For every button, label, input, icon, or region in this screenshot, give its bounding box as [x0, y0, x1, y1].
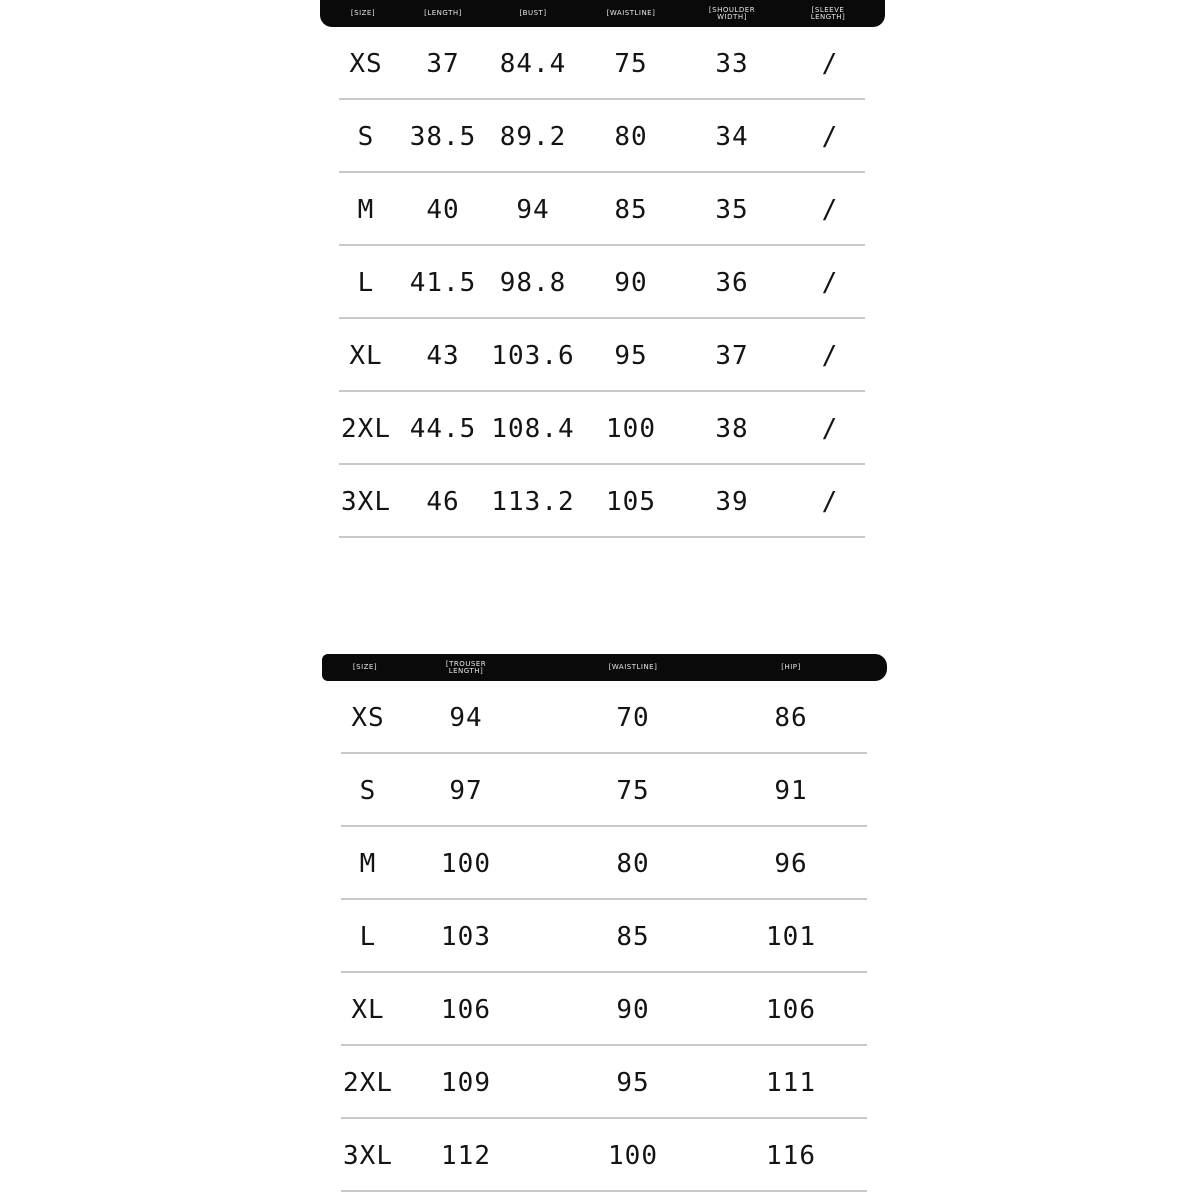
size-cell: 3XL	[343, 1140, 393, 1171]
waistline-cell: 80	[614, 121, 648, 152]
table-row	[320, 27, 885, 100]
header-shoulder-width: [SHOULDER WIDTH]	[708, 5, 756, 21]
shoulder-width-cell: 36	[715, 267, 749, 298]
table-row	[322, 900, 887, 973]
table-row	[320, 319, 885, 392]
row-divider	[341, 1190, 867, 1192]
table-row	[322, 681, 887, 754]
hip-cell: 96	[774, 848, 808, 879]
shoulder-width-cell: 33	[715, 48, 749, 79]
size-cell: 2XL	[341, 413, 391, 444]
sleeve-length-cell: /	[821, 121, 839, 152]
bust-cell: 94	[516, 194, 550, 225]
shoulder-width-cell: 35	[715, 194, 749, 225]
hip-cell: 106	[766, 994, 816, 1025]
table-row	[322, 973, 887, 1046]
table-row	[320, 246, 885, 319]
hip-cell: 91	[774, 775, 808, 806]
bust-cell: 98.8	[499, 267, 567, 298]
hip-cell: 86	[774, 702, 808, 733]
header-hip: [HIP]	[781, 663, 801, 671]
trouser-length-cell: 97	[449, 775, 483, 806]
header-waistline: [WAISTLINE]	[608, 663, 658, 671]
bust-cell: 108.4	[491, 413, 575, 444]
waistline-cell: 95	[614, 340, 648, 371]
trouser-length-cell: 109	[441, 1067, 491, 1098]
waistline-cell: 100	[608, 1140, 658, 1171]
top-size-chart	[320, 0, 885, 538]
size-cell: XL	[349, 340, 383, 371]
hip-cell: 101	[766, 921, 816, 952]
waistline-cell: 90	[616, 994, 650, 1025]
size-cell: XS	[351, 702, 385, 733]
trouser-length-cell: 106	[441, 994, 491, 1025]
shoulder-width-cell: 34	[715, 121, 749, 152]
waistline-cell: 85	[616, 921, 650, 952]
trouser-length-cell: 103	[441, 921, 491, 952]
shoulder-width-cell: 39	[715, 486, 749, 517]
length-cell: 37	[426, 48, 460, 79]
waistline-cell: 90	[614, 267, 648, 298]
trouser-length-cell: 100	[441, 848, 491, 879]
top-table-header	[320, 0, 885, 27]
shoulder-width-cell: 38	[715, 413, 749, 444]
table-row	[322, 1046, 887, 1119]
sleeve-length-cell: /	[821, 486, 839, 517]
length-cell: 44.5	[409, 413, 477, 444]
trouser-length-cell: 112	[441, 1140, 491, 1171]
header-sleeve-length: [SLEEVE LENGTH]	[810, 5, 846, 21]
length-cell: 46	[426, 486, 460, 517]
waistline-cell: 75	[614, 48, 648, 79]
sleeve-length-cell: /	[821, 48, 839, 79]
length-cell: 38.5	[409, 121, 477, 152]
length-cell: 40	[426, 194, 460, 225]
length-cell: 43	[426, 340, 460, 371]
size-cell: XL	[351, 994, 385, 1025]
hip-cell: 116	[766, 1140, 816, 1171]
table-row	[320, 392, 885, 465]
table-row	[322, 1119, 887, 1192]
waistline-cell: 105	[606, 486, 656, 517]
trouser-length-cell: 94	[449, 702, 483, 733]
sleeve-length-cell: /	[821, 340, 839, 371]
table-row	[322, 827, 887, 900]
size-cell: 2XL	[343, 1067, 393, 1098]
table-row	[320, 465, 885, 538]
waistline-cell: 95	[616, 1067, 650, 1098]
header-size: [SIZE]	[352, 663, 378, 671]
bust-cell: 84.4	[499, 48, 567, 79]
size-cell: M	[359, 848, 377, 879]
header-size: [SIZE]	[350, 9, 376, 17]
size-cell: S	[357, 121, 375, 152]
sleeve-length-cell: /	[821, 413, 839, 444]
shoulder-width-cell: 37	[715, 340, 749, 371]
row-divider	[339, 536, 865, 538]
header-waistline: [WAISTLINE]	[606, 9, 656, 17]
size-cell: L	[359, 921, 377, 952]
top-table-body	[320, 27, 885, 538]
bust-cell: 103.6	[491, 340, 575, 371]
bust-cell: 89.2	[499, 121, 567, 152]
sleeve-length-cell: /	[821, 267, 839, 298]
size-cell: S	[359, 775, 377, 806]
header-length: [LENGTH]	[424, 9, 462, 17]
bust-cell: 113.2	[491, 486, 575, 517]
table-row	[320, 173, 885, 246]
waistline-cell: 85	[614, 194, 648, 225]
table-row	[320, 100, 885, 173]
length-cell: 41.5	[409, 267, 477, 298]
header-bust: [BUST]	[519, 9, 547, 17]
bottom-size-chart	[322, 654, 887, 1192]
sleeve-length-cell: /	[821, 194, 839, 225]
size-cell: M	[357, 194, 375, 225]
size-cell: 3XL	[341, 486, 391, 517]
waistline-cell: 75	[616, 775, 650, 806]
header-trouser-length: [TROUSER LENGTH]	[445, 659, 487, 675]
table-row	[322, 754, 887, 827]
waistline-cell: 80	[616, 848, 650, 879]
bottom-table-body	[322, 681, 887, 1192]
hip-cell: 111	[766, 1067, 816, 1098]
waistline-cell: 100	[606, 413, 656, 444]
waistline-cell: 70	[616, 702, 650, 733]
size-cell: XS	[349, 48, 383, 79]
bottom-table-header	[322, 654, 887, 681]
size-cell: L	[357, 267, 375, 298]
